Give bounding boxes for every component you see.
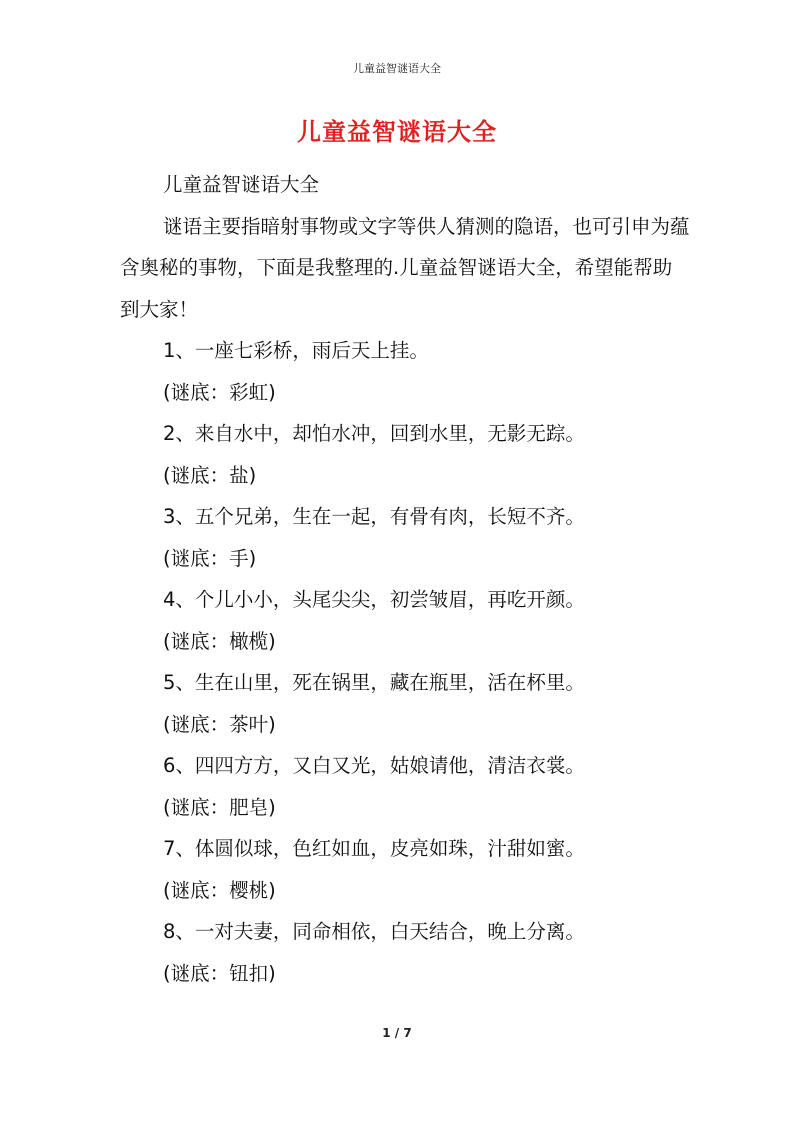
riddle-answer: (谜底：盐): [163, 463, 257, 487]
intro-paragraph: 谜语主要指暗射事物或文字等供人猜测的隐语，也可引申为蕴含奥秘的事物，下面是我整理的.儿童益智谜语大全，希望能帮助到大家！: [120, 214, 690, 321]
riddle-answer: (谜底：手): [163, 546, 257, 570]
riddle-question: 2、来自水中，却怕水冲，回到水里，无影无踪。: [163, 422, 585, 445]
riddle-answer: (谜底：肥皂): [163, 795, 276, 819]
riddle-answer: (谜底：彩虹): [163, 380, 276, 404]
riddle-question: 5、生在山里，死在锅里，藏在瓶里，活在杯里。: [163, 671, 585, 694]
document-title: 儿童益智谜语大全: [297, 118, 497, 146]
riddle-answer: (谜底：橄榄): [163, 629, 276, 653]
riddle-answer: (谜底：钮扣): [163, 961, 276, 985]
document-subtitle: 儿童益智谜语大全: [163, 173, 320, 196]
riddle-question: 4、个儿小小，头尾尖尖，初尝皱眉，再吃开颜。: [163, 588, 585, 611]
riddle-question: 8、一对夫妻，同命相依，白天结合，晚上分离。: [163, 920, 585, 943]
riddle-question: 1、一座七彩桥，雨后天上挂。: [163, 339, 429, 362]
riddle-answer: (谜底：茶叶): [163, 712, 276, 736]
document-body: [120, 164, 690, 994]
running-header: 儿童益智谜语大全: [353, 62, 441, 75]
riddle-answer: (谜底：樱桃): [163, 878, 276, 902]
riddle-question: 7、体圆似球，色红如血，皮亮如珠，汁甜如蜜。: [163, 837, 585, 860]
riddle-question: 3、五个兄弟，生在一起，有骨有肉，长短不齐。: [163, 505, 585, 528]
page-number: 1 / 7: [382, 1026, 412, 1040]
riddle-question: 6、四四方方，又白又光，姑娘请他，清洁衣裳。: [163, 754, 585, 777]
